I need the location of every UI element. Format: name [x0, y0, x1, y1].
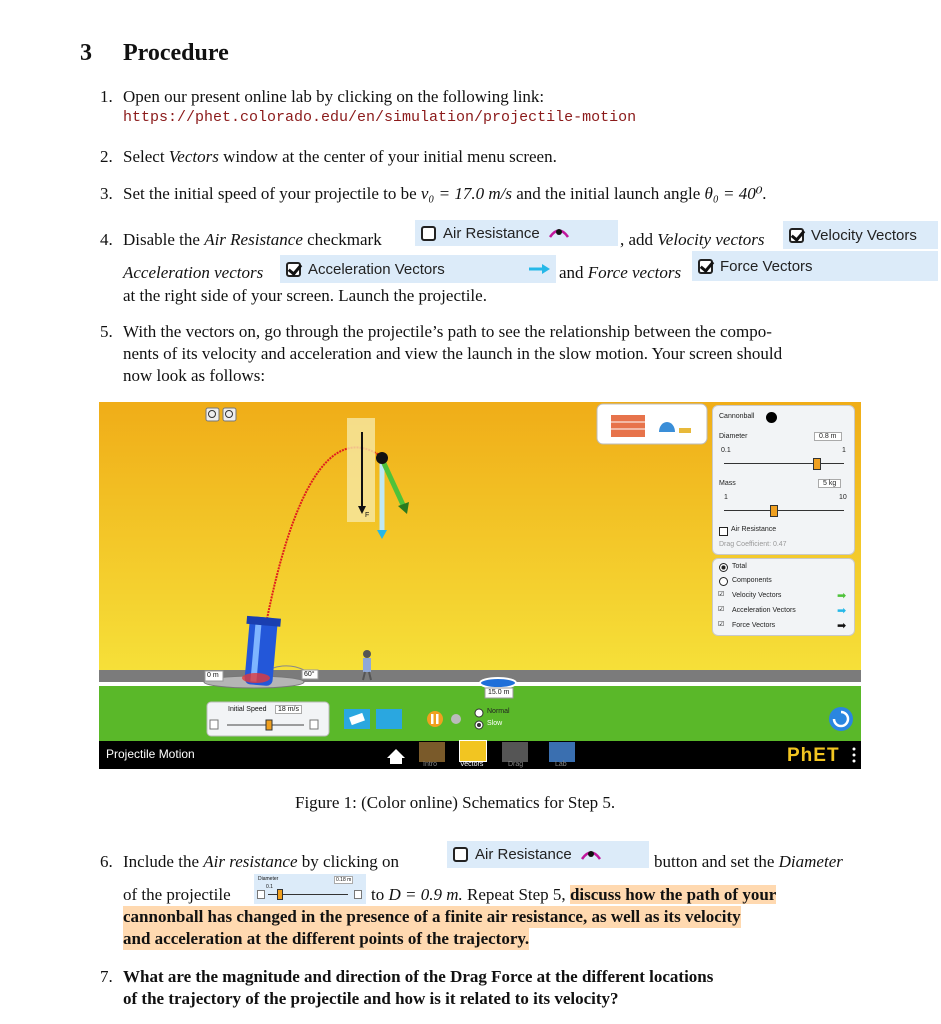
step-button [451, 714, 461, 724]
mini-slider-thumb[interactable] [277, 889, 283, 900]
air-resistance-checkbox-2[interactable] [453, 847, 468, 862]
acceleration-vectors-chip[interactable] [280, 255, 556, 283]
diameter-label: Diameter [719, 433, 748, 440]
step-6-highlight-2: cannonball has changed in the presence of a finite air resistance, as well as its velocity [123, 907, 741, 926]
step-6-line1 [123, 851, 399, 873]
tab-vectors[interactable] [459, 740, 487, 762]
step-1-number: 1. [100, 87, 113, 106]
acceleration-arrow-icon [528, 263, 552, 275]
speed-slow-option[interactable]: Slow [487, 720, 503, 727]
reset-button [829, 707, 853, 731]
panel-acceleration-check[interactable]: ☑ [718, 606, 725, 613]
height-label: 0 m [207, 672, 219, 679]
force-vectors-chip-label: Force Vectors [720, 257, 813, 275]
phet-link[interactable]: https://phet.colorado.edu/en/simulation/projectile-motion [123, 109, 637, 126]
mini-diameter-value: 0.18 m [336, 877, 352, 883]
mini-diameter-slider[interactable] [254, 874, 366, 904]
projectile-type[interactable]: Cannonball [719, 413, 755, 420]
tab-intro[interactable] [419, 742, 445, 762]
step-6-air-resistance: Air resistance [203, 852, 298, 871]
step-4-add-text: , add [620, 230, 658, 249]
step-6-diameter: Diameter [778, 852, 843, 871]
angle-label: 60° [304, 671, 315, 678]
step-2-post: window at the center of your initial menu screen. [218, 147, 557, 166]
air-resistance-chip-2[interactable] [447, 841, 649, 868]
step-1-text: Open our present online lab by clicking on the following link: [123, 87, 545, 106]
initial-speed-value: 18 m/s [275, 705, 302, 714]
air-resistance-icon-2 [580, 849, 602, 861]
panel-air-resistance-checkbox[interactable] [719, 527, 728, 536]
diameter-slider[interactable] [724, 463, 844, 464]
step-4-air-resistance: Air Resistance [204, 230, 303, 249]
speed-normal-option[interactable]: Normal [487, 708, 510, 715]
tab-vectors-label: Vectors [460, 761, 484, 768]
panel-air-resistance-label: Air Resistance [731, 526, 777, 533]
step-6-projectile: of the projectile [123, 885, 231, 904]
step-5-line3: now look as follows: [123, 366, 266, 385]
step-3-pre: Set the initial speed of your projectile to be [123, 184, 421, 203]
diameter-min: 0.1 [721, 447, 731, 454]
fire-button [376, 709, 402, 729]
components-radio[interactable] [719, 577, 728, 586]
mini-diameter-min: 0.1 [266, 884, 273, 890]
step-6-repeat: Repeat Step 5, [462, 885, 570, 904]
velocity-vectors-chip-label: Velocity Vectors [811, 226, 917, 244]
step-3-theta: θ₀ = 40⁰. [704, 184, 767, 203]
panel-acceleration-arrow-icon: ➡ [837, 605, 847, 617]
step-4-line3: at the right side of your screen. Launch the projectile. [123, 286, 487, 305]
air-resistance-chip-label: Air Resistance [443, 224, 540, 242]
step-6-number: 6. [100, 852, 113, 871]
step-6-highlight-3: and acceleration at the different points of the trajectory. [123, 929, 530, 948]
mini-slider-right-arrow[interactable] [354, 890, 362, 899]
phet-simulation [99, 402, 861, 769]
section-number: 3 [80, 40, 92, 66]
step-6-set-diameter [654, 851, 843, 873]
step-2-pre: Select [123, 147, 169, 166]
step-6-line2 [371, 884, 776, 906]
total-label: Total [732, 563, 747, 570]
tab-lab-label: Lab [555, 761, 567, 768]
step-4-force: Force vectors [587, 263, 682, 282]
step-5-line2: nents of its velocity and acceleration and view the launch in the slow motion. Your screen should [123, 344, 783, 363]
phet-logo[interactable]: PhET [787, 745, 840, 766]
step-3-text [123, 183, 767, 205]
step-7-number: 7. [100, 967, 113, 986]
panel-velocity-check[interactable]: ☑ [718, 591, 725, 598]
diameter-max: 1 [842, 447, 846, 454]
tab-drag[interactable] [502, 742, 528, 762]
step-4-pre: Disable the [123, 230, 205, 249]
figure-caption: Figure 1: (Color online) Schematics for Step 5. [295, 793, 616, 812]
mini-diameter-label: Diameter [258, 876, 279, 882]
cannonball [376, 452, 388, 464]
air-resistance-checkbox[interactable] [421, 226, 436, 241]
step-7-line1: What are the magnitude and direction of the Drag Force at the different locations [123, 967, 714, 986]
step-7-line2: of the trajectory of the projectile and how is it related to its velocity? [123, 989, 619, 1008]
mass-min: 1 [724, 494, 728, 501]
velocity-vectors-checkbox[interactable] [789, 228, 804, 243]
app-title: Projectile Motion [106, 747, 195, 761]
step-3-v0: v₀ = 17.0 m/s [420, 184, 512, 203]
pause-button [427, 711, 443, 727]
step-5-number: 5. [100, 322, 113, 341]
mass-slider-thumb[interactable] [770, 505, 778, 517]
panel-acceleration-label: Acceleration Vectors [732, 607, 796, 614]
step-6-button-text: button and set the [654, 852, 779, 871]
air-resistance-chip-2-label: Air Resistance [475, 846, 572, 863]
mass-slider[interactable] [724, 510, 844, 511]
step-4-add [620, 229, 764, 251]
step-4-velocity: Velocity vectors [657, 230, 765, 249]
step-6-eq: D = 0.9 m. [388, 885, 463, 904]
step-2-vectors: Vectors [168, 147, 219, 166]
air-resistance-chip[interactable] [415, 220, 618, 246]
zoom-out-button [206, 408, 219, 421]
mass-label: Mass [719, 480, 736, 487]
mass-value: 5 kg [818, 479, 841, 488]
step-4-line1 [123, 229, 382, 251]
vectors-panel [712, 558, 855, 636]
target [480, 678, 516, 688]
zoom-in-button [223, 408, 236, 421]
diameter-value: 0.8 m [814, 432, 842, 441]
step-5-line1: With the vectors on, go through the projectile’s path to see the relationship between the compo- [123, 322, 772, 341]
section-title: Procedure [123, 40, 229, 66]
tab-intro-label: Intro [423, 761, 438, 768]
panel-force-label: Force Vectors [732, 622, 776, 629]
projectile-settings-panel [712, 405, 855, 555]
force-vectors-chip[interactable] [692, 251, 938, 281]
step-6-highlight-1: discuss how the path of your [569, 885, 777, 904]
step-4-acceleration: Acceleration vectors [123, 263, 264, 282]
step-2-number: 2. [100, 147, 113, 166]
panel-velocity-arrow-icon: ➡ [837, 590, 847, 602]
step-6-to: to [371, 885, 389, 904]
force-vectors-checkbox[interactable] [698, 259, 713, 274]
step-3-number: 3. [100, 184, 113, 203]
mini-slider-left-arrow[interactable] [257, 890, 265, 899]
tab-lab[interactable] [549, 742, 575, 762]
step-4-checkmark: checkmark [302, 230, 382, 249]
force-vector-label: F [365, 512, 370, 519]
step-4-and-force [559, 262, 681, 284]
step-6-clicking: by clicking on [297, 852, 400, 871]
components-label: Components [732, 577, 772, 584]
panel-force-arrow-icon: ➡ [837, 620, 847, 632]
cannonball-icon [766, 412, 777, 423]
acceleration-vectors-checkbox[interactable] [286, 262, 301, 277]
step-6-pre: Include the [123, 852, 204, 871]
diameter-slider-thumb[interactable] [813, 458, 821, 470]
panel-velocity-label: Velocity Vectors [732, 592, 782, 599]
air-resistance-icon [548, 227, 570, 239]
initial-speed-label: Initial Speed [228, 706, 267, 713]
range-label: 15.0 m [488, 689, 510, 696]
step-3-mid: and the initial launch angle [511, 184, 705, 203]
mass-max: 10 [839, 494, 847, 501]
initial-speed-panel [207, 702, 329, 736]
step-4-and: and [559, 263, 588, 282]
panel-force-check[interactable]: ☑ [718, 621, 725, 628]
velocity-vectors-chip[interactable] [783, 221, 938, 249]
total-radio[interactable] [719, 563, 728, 572]
step-2-text [123, 146, 557, 168]
drag-coefficient: Drag Coefficient: 0.47 [719, 541, 787, 548]
acceleration-vectors-chip-label: Acceleration Vectors [308, 260, 445, 278]
step-4-number: 4. [100, 230, 113, 249]
tab-drag-label: Drag [508, 761, 524, 768]
